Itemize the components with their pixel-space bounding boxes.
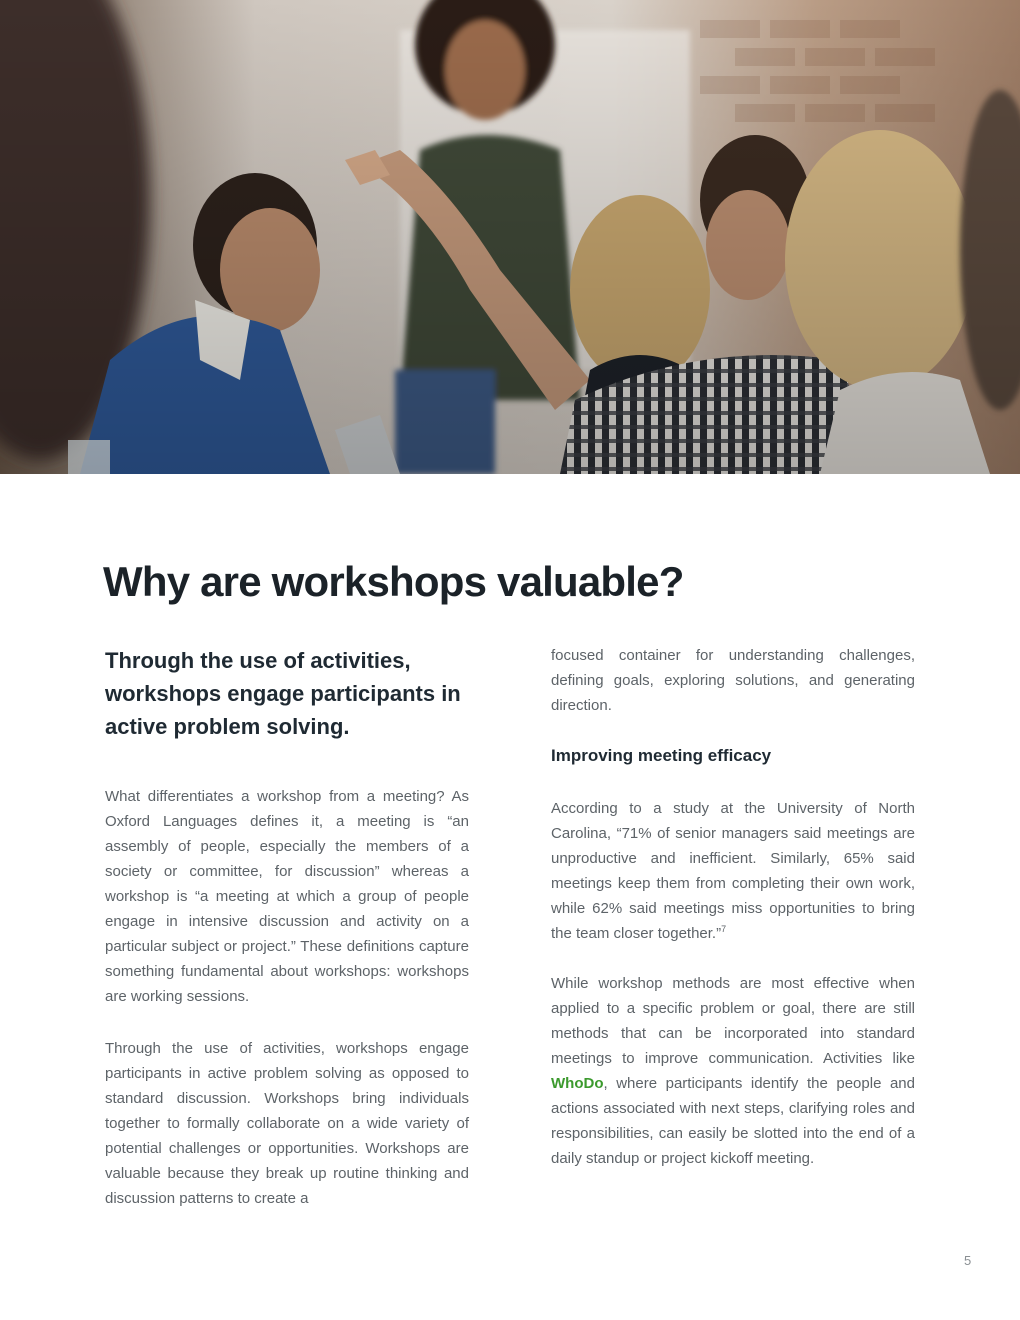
body-paragraph-5 [551,971,915,1171]
body-paragraph-3: focused container for understanding challenges, defining goals, exploring solutions, and generating direction. [551,647,915,714]
body-paragraph-4 [551,796,915,946]
page-title: Why are workshops valuable? [103,558,684,605]
page-number: 5 [964,1253,972,1268]
hero-photo [0,0,1020,474]
study-quote-text: According to a study at the University of North Carolina, “71% of senior managers said meetings are unproductive and inefficient. Similarly, 65% said meetings keep them from completing their own work, while 62% said meetings miss opportunities to bring the team closer together.” [551,800,915,942]
body-paragraph-1: What differentiates a workshop from a meeting? As Oxford Languages defines it, a meeting is “an assembly of people, especially the members of a society or committee, for discussion” whereas a workshop is “a meeting at which a group of people engage in intensive discussion and activity on a particular subject or project.” These definitions capture something fundamental about workshops: workshops are working sessions. [105,788,469,1005]
right-column [551,643,915,1171]
paragraph-text-before-link: While workshop methods are most effective when applied to a specific problem or goal, there are still methods that can be incorporated into standard meetings to improve communication. Activities like [551,975,915,1067]
body-paragraph-2: Through the use of activities, workshops engage participants in active problem solving as opposed to standard discussion. Workshops bring individuals together to formally collaborate on a wide variety of potential challenges or opportunities. Workshops are valuable because they break up routine thinking and discussion patterns to create a [105,1040,469,1207]
left-column [105,644,469,1211]
footnote-marker: 7 [721,924,727,934]
hero-photo-illustration [0,0,1020,474]
paragraph-text-after-link: , where participants identify the people and actions associated with next steps, clarifying roles and responsibilities, can easily be slotted into the end of a daily standup or project kickoff meeting. [551,1075,915,1167]
lead-paragraph: Through the use of activities, workshops engage participants in active problem solving. [105,648,461,739]
section-subheading: Improving meeting efficacy [551,746,772,765]
whodo-link[interactable]: WhoDo [551,1075,604,1092]
